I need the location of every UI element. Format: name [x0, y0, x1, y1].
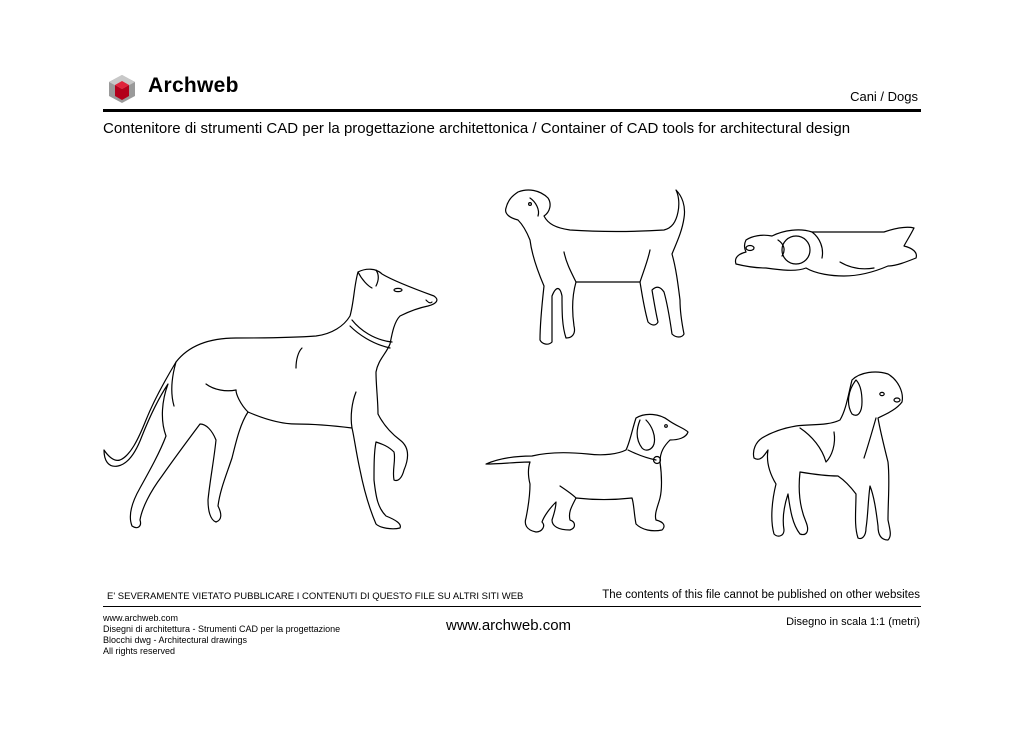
- lying-dog-drawing: [735, 227, 916, 276]
- dachshund-drawing: [486, 414, 688, 532]
- copyright-warning-italian: E' SEVERAMENTE VIETATO PUBBLICARE I CONTENUTI DI QUESTO FILE SU ALTRI SITI WEB: [107, 591, 524, 602]
- credit-line: Blocchi dwg - Architectural drawings: [103, 635, 248, 645]
- greyhound-drawing: [104, 269, 437, 529]
- category-breadcrumb: Cani / Dogs: [850, 89, 918, 104]
- brand-name[interactable]: Archweb: [148, 74, 239, 97]
- beagle-drawing: [753, 372, 902, 540]
- site-url-link[interactable]: www.archweb.com: [446, 617, 572, 634]
- standing-dog-drawing: [506, 190, 685, 344]
- page-subtitle: Contenitore di strumenti CAD per la progettazione architettonica / Container of CAD tools for architectural design: [103, 120, 851, 137]
- credit-rights: All rights reserved: [103, 646, 176, 656]
- scale-note: Disegno in scala 1:1 (metri): [786, 616, 920, 628]
- credit-website[interactable]: www.archweb.com: [103, 613, 179, 623]
- footer-rule: [103, 606, 921, 607]
- copyright-warning-english: The contents of this file cannot be published on other websites: [602, 589, 920, 601]
- credit-line: Disegni di architettura - Strumenti CAD per la progettazione: [103, 624, 341, 634]
